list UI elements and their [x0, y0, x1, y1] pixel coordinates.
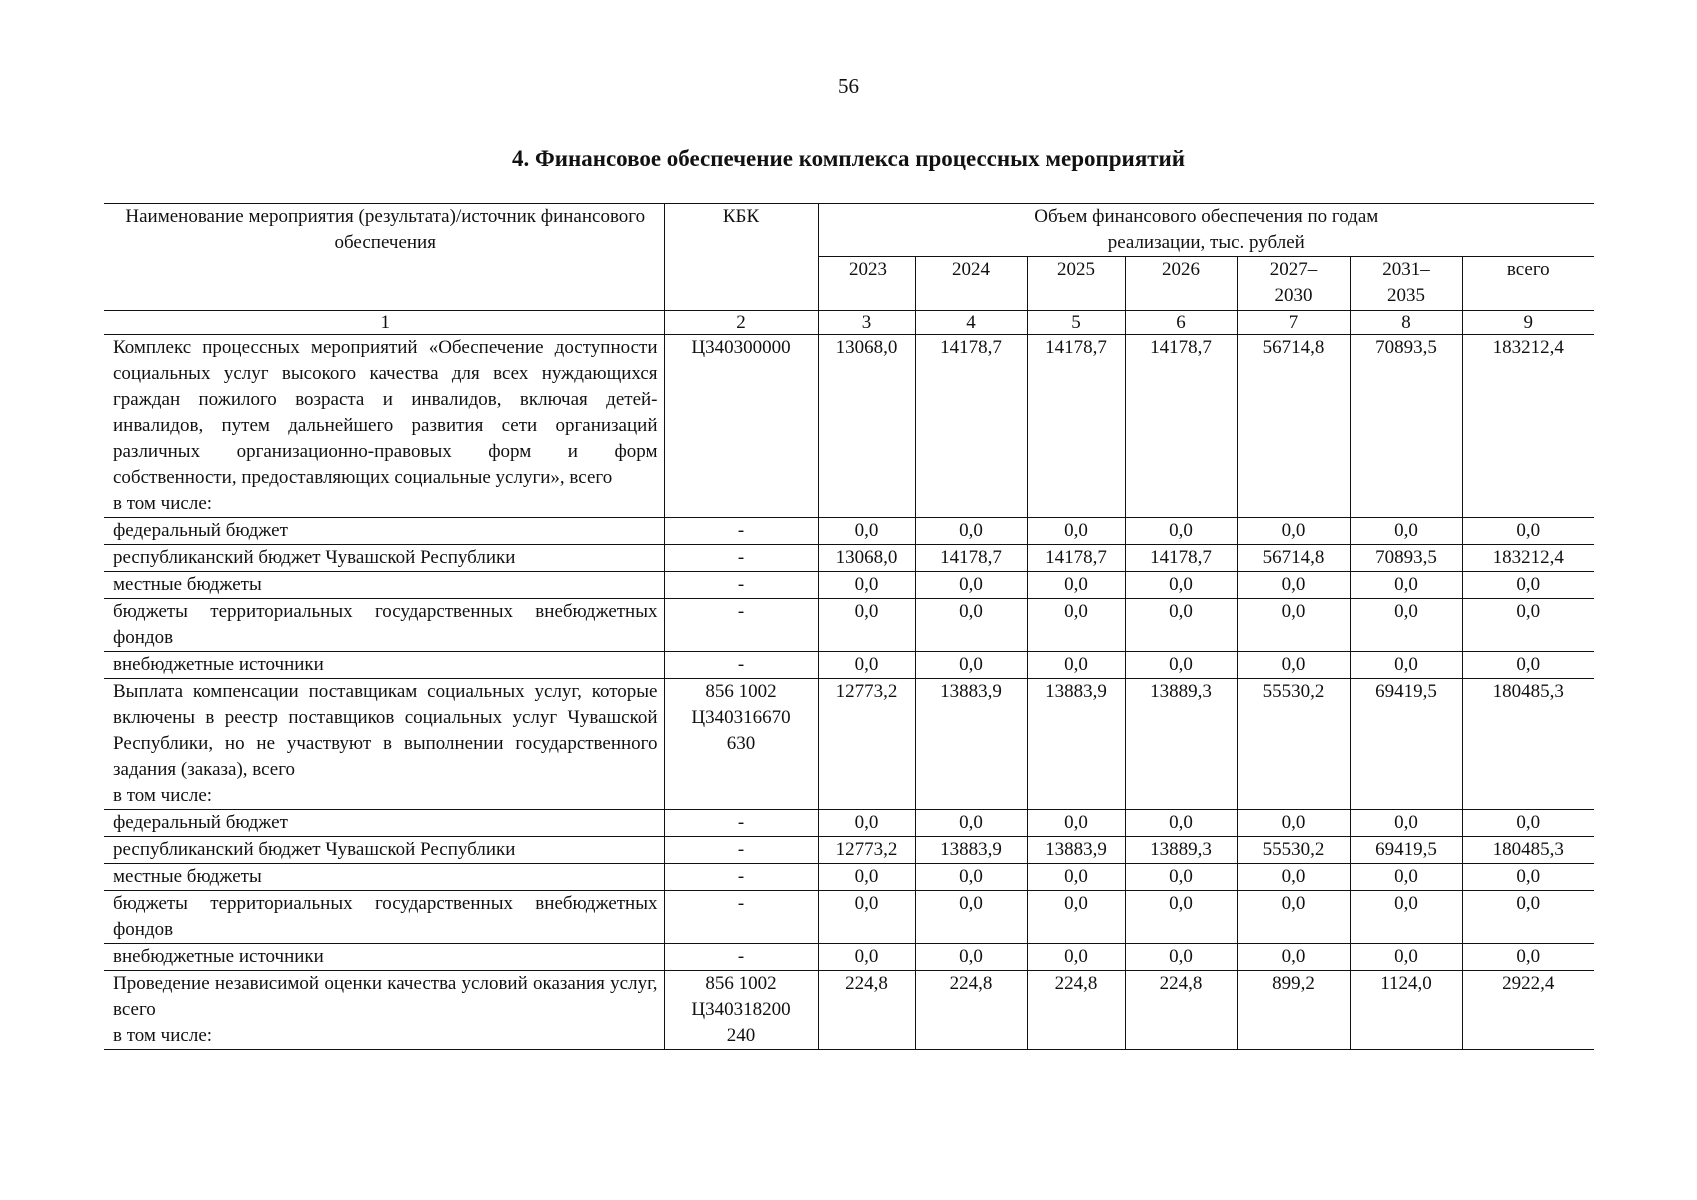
value-cell: 0,0 [1027, 652, 1125, 679]
source-row [104, 837, 1594, 864]
kbk-cell [664, 335, 818, 518]
value-cell: 13883,9 [915, 679, 1027, 810]
value-cell: 180485,3 [1462, 837, 1594, 864]
value-cell: 14178,7 [1125, 545, 1237, 572]
section-subtitle: в том числе: [113, 493, 213, 514]
source-name: местные бюджеты [104, 864, 664, 891]
header-kbk: КБК [664, 204, 818, 311]
column-number: 5 [1027, 311, 1125, 335]
source-row [104, 810, 1594, 837]
source-row [104, 864, 1594, 891]
document-title: 4. Финансовое обеспечение комплекса процессных мероприятий [511, 146, 1186, 171]
header-year: 2025 [1027, 257, 1125, 311]
kbk-cell: - [664, 837, 818, 864]
value-cell: 899,2 [1237, 971, 1350, 1050]
header-year: 2023 [818, 257, 915, 311]
kbk-cell: - [664, 864, 818, 891]
value-cell: 0,0 [1125, 572, 1237, 599]
value-cell: 0,0 [1462, 652, 1594, 679]
value-cell: 14178,7 [915, 335, 1027, 518]
value-cell: 14178,7 [1027, 545, 1125, 572]
header-total: всего [1462, 257, 1594, 311]
kbk-code: Ц340300000 [691, 337, 791, 358]
value-cell: 0,0 [1027, 891, 1125, 944]
source-name: республиканский бюджет Чувашской Республики [104, 545, 664, 572]
source-name: внебюджетные источники [104, 652, 664, 679]
value-cell: 0,0 [915, 518, 1027, 545]
value-cell: 0,0 [1237, 891, 1350, 944]
value-cell: 0,0 [1462, 891, 1594, 944]
source-name: республиканский бюджет Чувашской Республики [104, 837, 664, 864]
source-row [104, 599, 1594, 652]
value-cell: 0,0 [1462, 810, 1594, 837]
source-row [104, 545, 1594, 572]
column-number: 2 [664, 311, 818, 335]
kbk-cell: - [664, 891, 818, 944]
kbk-code: 856 1002 [705, 973, 777, 994]
section-name-cell [104, 679, 664, 810]
value-cell: 0,0 [1125, 864, 1237, 891]
value-cell: 224,8 [1027, 971, 1125, 1050]
value-cell: 56714,8 [1237, 335, 1350, 518]
value-cell: 13889,3 [1125, 679, 1237, 810]
column-number: 7 [1237, 311, 1350, 335]
value-cell: 70893,5 [1350, 545, 1462, 572]
value-cell: 0,0 [1350, 652, 1462, 679]
section-row [104, 335, 1594, 518]
column-number: 3 [818, 311, 915, 335]
header-year: 2031–2035 [1350, 257, 1462, 311]
value-cell: 0,0 [1237, 599, 1350, 652]
value-cell: 0,0 [1350, 810, 1462, 837]
value-cell: 0,0 [1462, 864, 1594, 891]
value-cell: 2922,4 [1462, 971, 1594, 1050]
value-cell: 0,0 [1027, 518, 1125, 545]
value-cell: 13883,9 [915, 837, 1027, 864]
source-name: федеральный бюджет [104, 518, 664, 545]
value-cell: 0,0 [1027, 864, 1125, 891]
value-cell: 12773,2 [818, 679, 915, 810]
section-name-cell [104, 335, 664, 518]
kbk-cell: - [664, 944, 818, 971]
value-cell: 0,0 [1027, 810, 1125, 837]
section-subtitle: в том числе: [113, 785, 213, 806]
kbk-cell: - [664, 572, 818, 599]
section-subtitle: в том числе: [113, 1025, 213, 1046]
source-row [104, 572, 1594, 599]
value-cell: 0,0 [1350, 891, 1462, 944]
source-name: внебюджетные источники [104, 944, 664, 971]
header-year: 2026 [1125, 257, 1237, 311]
source-row [104, 518, 1594, 545]
value-cell: 0,0 [915, 572, 1027, 599]
value-cell: 0,0 [915, 944, 1027, 971]
value-cell: 0,0 [1237, 944, 1350, 971]
kbk-cell: - [664, 599, 818, 652]
value-cell: 13068,0 [818, 545, 915, 572]
value-cell: 55530,2 [1237, 679, 1350, 810]
kbk-cell: - [664, 545, 818, 572]
value-cell: 70893,5 [1350, 335, 1462, 518]
section-name-cell [104, 971, 664, 1050]
value-cell: 0,0 [1125, 944, 1237, 971]
value-cell: 0,0 [1125, 599, 1237, 652]
column-number: 6 [1125, 311, 1237, 335]
source-name: местные бюджеты [104, 572, 664, 599]
header-year: 2027–2030 [1237, 257, 1350, 311]
value-cell: 0,0 [1237, 864, 1350, 891]
kbk-cell: - [664, 652, 818, 679]
value-cell: 69419,5 [1350, 679, 1462, 810]
value-cell: 0,0 [1462, 518, 1594, 545]
value-cell: 0,0 [1125, 810, 1237, 837]
section-row [104, 971, 1594, 1050]
value-cell: 0,0 [1125, 652, 1237, 679]
value-cell: 14178,7 [1027, 335, 1125, 518]
header-name: Наименование мероприятия (результата)/источник финансового обеспечения [104, 204, 664, 311]
kbk-code: 856 1002 [705, 681, 777, 702]
value-cell: 13883,9 [1027, 837, 1125, 864]
column-number-row [104, 311, 1594, 335]
value-cell: 183212,4 [1462, 545, 1594, 572]
value-cell: 14178,7 [1125, 335, 1237, 518]
value-cell: 0,0 [1027, 572, 1125, 599]
source-row [104, 891, 1594, 944]
value-cell: 0,0 [1125, 518, 1237, 545]
value-cell: 0,0 [1462, 944, 1594, 971]
value-cell: 0,0 [818, 599, 915, 652]
value-cell: 0,0 [1350, 518, 1462, 545]
source-name: бюджеты территориальных государственных внебюджетных фондов [104, 599, 664, 652]
column-number: 1 [104, 311, 664, 335]
value-cell: 0,0 [915, 891, 1027, 944]
kbk-cell [664, 971, 818, 1050]
value-cell: 0,0 [1350, 599, 1462, 652]
kbk-cell: - [664, 810, 818, 837]
value-cell: 180485,3 [1462, 679, 1594, 810]
value-cell: 0,0 [818, 891, 915, 944]
value-cell: 55530,2 [1237, 837, 1350, 864]
value-cell: 0,0 [1237, 518, 1350, 545]
value-cell: 0,0 [818, 864, 915, 891]
value-cell: 13068,0 [818, 335, 915, 518]
value-cell: 0,0 [1027, 944, 1125, 971]
section-row [104, 679, 1594, 810]
kbk-code: Ц340316670 [691, 707, 791, 728]
source-row [104, 944, 1594, 971]
value-cell: 0,0 [915, 599, 1027, 652]
column-number: 9 [1462, 311, 1594, 335]
page-number: 56 [838, 74, 859, 98]
value-cell: 0,0 [818, 652, 915, 679]
kbk-code: 630 [726, 733, 756, 754]
kbk-cell [664, 679, 818, 810]
value-cell: 14178,7 [915, 545, 1027, 572]
value-cell: 0,0 [915, 652, 1027, 679]
value-cell: 183212,4 [1462, 335, 1594, 518]
value-cell: 56714,8 [1237, 545, 1350, 572]
source-row [104, 652, 1594, 679]
value-cell: 0,0 [818, 518, 915, 545]
source-name: бюджеты территориальных государственных внебюджетных фондов [104, 891, 664, 944]
column-number: 4 [915, 311, 1027, 335]
value-cell: 0,0 [818, 810, 915, 837]
section-name: Комплекс процессных мероприятий «Обеспечение доступности социальных услуг высокого качества для всех нуждающихся граждан пожилого возраста и инвалидов, включая детей-инвалидов, путем дальнейшего развития сети организаций различных организационно-правовых форм и форм собственности, предоставляющих социальные услуги», всего [113, 337, 658, 488]
value-cell: 0,0 [818, 572, 915, 599]
kbk-code: 240 [726, 1025, 756, 1046]
column-number: 8 [1350, 311, 1462, 335]
kbk-cell: - [664, 518, 818, 545]
value-cell: 224,8 [818, 971, 915, 1050]
value-cell: 0,0 [1462, 572, 1594, 599]
value-cell: 0,0 [1125, 891, 1237, 944]
value-cell: 224,8 [915, 971, 1027, 1050]
value-cell: 13883,9 [1027, 679, 1125, 810]
value-cell: 0,0 [1237, 810, 1350, 837]
kbk-code: Ц340318200 [691, 999, 791, 1020]
section-name: Проведение независимой оценки качества условий оказания услуг, всего [113, 973, 658, 1020]
value-cell: 0,0 [818, 944, 915, 971]
value-cell: 0,0 [1350, 864, 1462, 891]
value-cell: 69419,5 [1350, 837, 1462, 864]
header-year: 2024 [915, 257, 1027, 311]
value-cell: 0,0 [1237, 572, 1350, 599]
value-cell: 224,8 [1125, 971, 1237, 1050]
value-cell: 0,0 [1237, 652, 1350, 679]
value-cell: 0,0 [1350, 944, 1462, 971]
financing-table [104, 203, 1594, 1050]
value-cell: 0,0 [1350, 572, 1462, 599]
value-cell: 12773,2 [818, 837, 915, 864]
value-cell: 1124,0 [1350, 971, 1462, 1050]
value-cell: 0,0 [915, 810, 1027, 837]
header-volume: Объем финансового обеспечения по годам реализации, тыс. рублей [818, 204, 1594, 257]
value-cell: 0,0 [915, 864, 1027, 891]
source-name: федеральный бюджет [104, 810, 664, 837]
value-cell: 13889,3 [1125, 837, 1237, 864]
section-name: Выплата компенсации поставщикам социальных услуг, которые включены в реестр поставщиков социальных услуг Чувашской Республики, но не участвуют в выполнении государственного задания (заказа), всего [113, 681, 658, 780]
value-cell: 0,0 [1027, 599, 1125, 652]
value-cell: 0,0 [1462, 599, 1594, 652]
